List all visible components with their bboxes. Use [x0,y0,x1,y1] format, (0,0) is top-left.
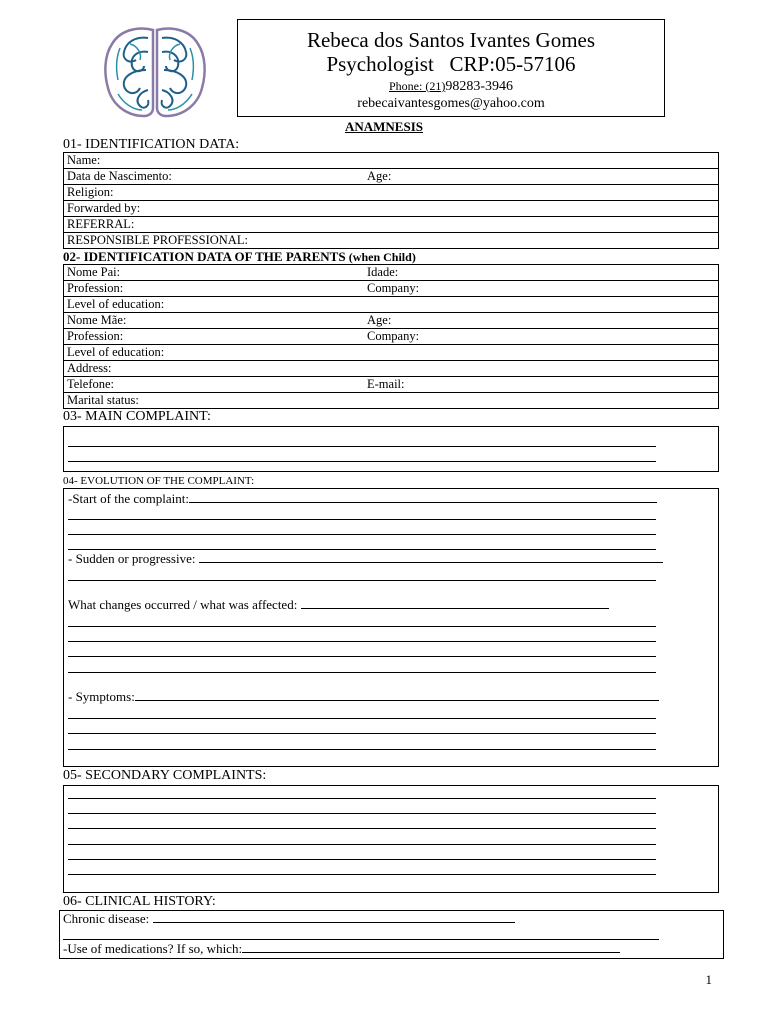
section-01-title: 01- IDENTIFICATION DATA: [63,137,240,152]
table-row[interactable]: Profession: Company: [64,281,718,297]
section-03-title: 03- MAIN COMPLAINT: [63,409,211,424]
phone-line [238,78,664,95]
table-row[interactable]: Profession: Company: [64,329,718,345]
parents-table [63,264,719,409]
page-number: 1 [705,972,712,987]
medications-field[interactable]: -Use of medications? If so, which: [63,941,620,956]
table-row[interactable]: Telefone: E-mail: [64,377,718,393]
chronic-disease-field[interactable]: Chronic disease: [63,911,515,926]
main-complaint-box[interactable] [63,426,719,472]
table-row[interactable]: Nome Pai: Idade: [64,265,718,281]
section-02-title: 02- IDENTIFICATION DATA OF THE PARENTS (when Child) [63,249,416,264]
sudden-progressive-field[interactable]: - Sudden or progressive: [68,551,663,566]
psychologist-title: Psychologist CRP:05-57106 [326,52,576,76]
table-row[interactable]: Marital status: [67,393,139,407]
writing-line[interactable] [68,461,656,462]
changes-field[interactable]: What changes occurred / what was affected: [68,597,609,612]
writing-line[interactable] [68,446,656,447]
start-complaint-field[interactable]: -Start of the complaint: [68,491,657,506]
evolution-box[interactable] [63,488,719,767]
table-row[interactable]: RESPONSIBLE PROFESSIONAL: [67,233,248,247]
section-05-title: 05- SECONDARY COMPLAINTS: [63,768,267,783]
phone-number: 98283-3946 [445,79,513,94]
secondary-complaints-box[interactable] [63,785,719,893]
section-04-title: 04- EVOLUTION OF THE COMPLAINT: [63,475,255,487]
table-row[interactable]: Address: [64,361,718,377]
email: rebecaivantesgomes@yahoo.com [357,96,545,111]
header-box [237,19,665,117]
table-row[interactable]: Nome Mãe: Age: [64,313,718,329]
table-row[interactable]: Name: [64,153,718,169]
phone-label: Phone: (21) [389,79,446,93]
symptoms-field[interactable]: - Symptoms: [68,689,659,704]
table-row[interactable]: REFERRAL: [64,217,718,233]
document-title: ANAMNESIS [344,119,423,134]
psychologist-name: Rebeca dos Santos Ivantes Gomes [306,28,596,52]
section-06-title: 06- CLINICAL HISTORY: [63,894,216,909]
brain-logo-icon [100,24,210,122]
table-row[interactable]: Forwarded by: [64,201,718,217]
identification-table [63,152,719,249]
clinical-history-box[interactable] [59,910,724,959]
table-row[interactable]: Religion: [64,185,718,201]
table-row[interactable]: Level of education: [64,345,718,361]
table-row[interactable]: Data de Nascimento: Age: [64,169,718,185]
table-row[interactable]: Level of education: [64,297,718,313]
